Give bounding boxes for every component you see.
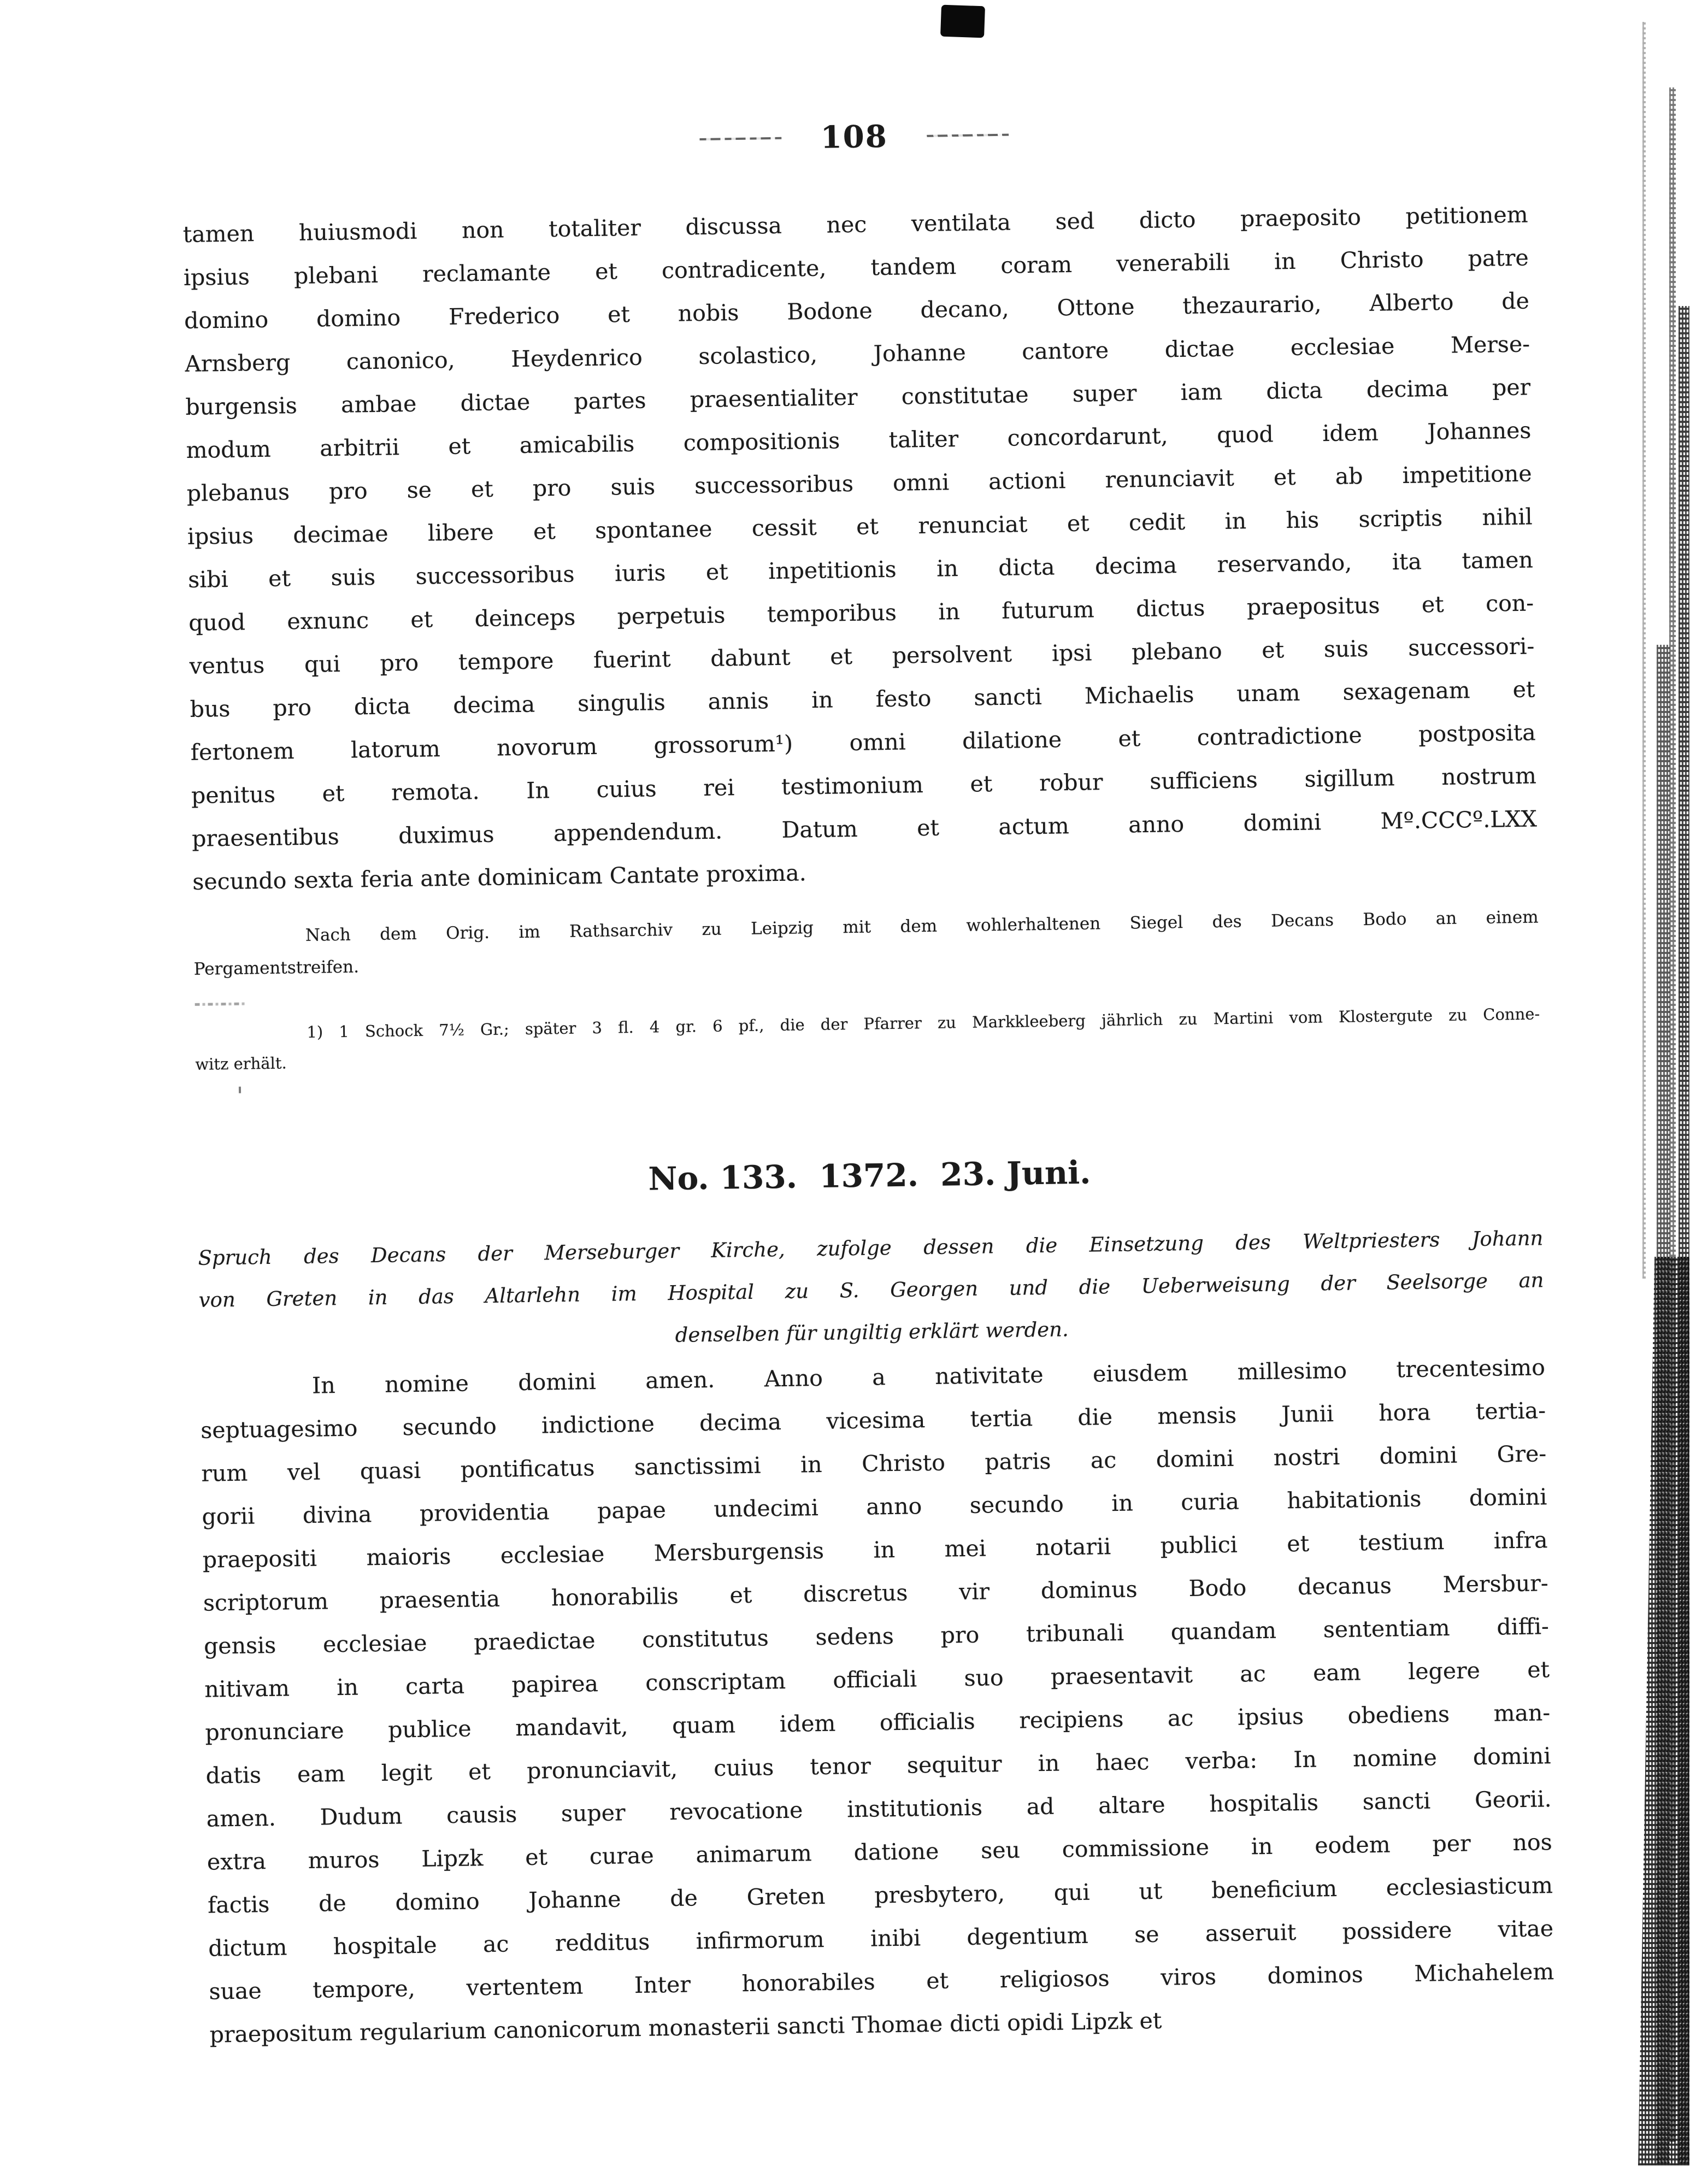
text-line: nitivam in carta papirea conscriptam officiali suo praesentavit ac eam legere et <box>204 1656 1550 1703</box>
text-line: plebanus pro se et pro suis successoribus omni actioni renunciavit et ab impetitione <box>186 460 1532 507</box>
text-line: quod exnunc et deinceps perpetuis temporibus in futurum dictus praepositus et con- <box>188 590 1534 636</box>
text-line: gorii divina providentia papae undecimi anno secundo in curia habitationis domini <box>202 1484 1547 1530</box>
text-line: gensis ecclesiae praedictae constitutus sedens pro tribunali quandam sententiam diffi- <box>203 1613 1550 1659</box>
page-number: 108 <box>820 118 888 156</box>
text-line: praesentibus duximus appendendum. Datum et actum anno domini Mº.CCCº.LXX <box>191 805 1538 852</box>
charter-132-continuation-paragraph <box>182 193 1538 904</box>
text-line: 1) 1 Schock 7½ Gr.; später 3 fl. 4 gr. 6 pf., die der Pfarrer zu Markkleeberg jährlich zu Martini vom Klostergute zu Conne- <box>307 1004 1540 1041</box>
header-rule-right-icon <box>927 134 1009 137</box>
text-line: rum vel quasi pontificatus sanctissimi in Christo patris ac domini nostri domini Gre- <box>201 1440 1547 1487</box>
text-line: septuagesimo secundo indictione decima vicesima tertia die mensis Junii hora tertia- <box>200 1397 1546 1444</box>
text-line: pronunciare publice mandavit, quam idem officialis recipiens ac ipsius obediens man- <box>205 1699 1551 1746</box>
text-line: bus pro dicta decima singulis annis in festo sancti Michaelis unam sexagenam et <box>190 676 1535 722</box>
text-line: von Greten in das Altarlehn im Hospital zu S. Georgen und die Ueberweisung der Seelsorge an <box>198 1268 1544 1312</box>
text-line: tamen huiusmodi non totaliter discussa nec ventilata sed dicto praeposito petitionem <box>182 201 1528 248</box>
separator-dash-icon <box>195 1003 245 1006</box>
text-line: Spruch des Decans der Merseburger Kirche, zufolge dessen die Einsetzung des Weltpriesters Johann <box>198 1226 1544 1270</box>
text-line: ventus qui pro tempore fuerint dabunt et persolvent ipsi plebano et suis successori- <box>189 633 1535 679</box>
ink-blot-icon <box>940 5 985 38</box>
text-line: Arnsberg canonico, Heydenrico scolastico, Johanne cantore dictae ecclesiae Merse- <box>184 331 1530 378</box>
charter-133-heading: No. 133. 1372. 23. Juni. <box>648 1153 1091 1198</box>
text-line: suae tempore, vertentem Inter honorabiles et religiosos viros dominos Michahelem <box>209 1958 1554 2005</box>
text-line: denselben für ungiltig erklärt werden. <box>675 1317 1069 1347</box>
text-line: fertonem latorum novorum grossorum¹) omni dilatione et contradictione postposita <box>190 719 1536 766</box>
charter-133-body-paragraph <box>199 1346 1554 2056</box>
footnote-1 <box>195 998 1540 1080</box>
provenance-note <box>193 901 1539 986</box>
text-line: extra muros Lipzk et curae animarum datione seu commissione in eodem per nos <box>207 1829 1553 1875</box>
text-line: scriptorum praesentia honorabilis et discretus vir dominus Bodo decanus Mersbur- <box>203 1570 1549 1616</box>
text-line: modum arbitrii et amicabilis compositionis taliter concordarunt, quod idem Johannes <box>186 417 1532 464</box>
text-line: secundo sexta feria ante dominicam Cantate proxima. <box>192 860 807 895</box>
page-header <box>181 109 1527 166</box>
text-line: datis eam legit et pronunciavit, cuius tenor sequitur in haec verba: In nomine domini <box>205 1743 1551 1789</box>
text-line: penitus et remota. In cuius rei testimonium et robur sufficiens sigillum nostrum <box>191 762 1537 809</box>
header-rule-left-icon <box>699 137 781 140</box>
text-line: domino domino Frederico et nobis Bodone decano, Ottone thezaurario, Alberto de <box>184 287 1530 334</box>
text-line: praepositi maioris ecclesiae Mersburgensis in mei notarii publici et testium infra <box>202 1527 1548 1573</box>
text-line: Nach dem Orig. im Rathsarchiv zu Leipzig mit dem wohlerhaltenen Siegel des Decans Bodo an einem <box>305 907 1539 945</box>
charter-133-summary <box>198 1217 1545 1363</box>
text-line: ipsius plebani reclamante et contradicente, tandem coram venerabili in Christo patre <box>183 244 1529 291</box>
text-line: factis de domino Johanne de Greten presbytero, qui ut beneficium ecclesiasticum <box>207 1872 1553 1918</box>
text-line: burgensis ambae dictae partes praesentialiter constitutae super iam dicta decima per <box>185 374 1531 421</box>
scan-speck-icon <box>239 1087 241 1093</box>
text-line: In nomine domini amen. Anno a nativitate eiusdem millesimo trecentesimo <box>311 1354 1546 1399</box>
text-line: Pergamentstreifen. <box>193 957 360 979</box>
text-line: ipsius decimae libere et spontanee cessit et renunciat et cedit in his scriptis nihil <box>187 503 1533 550</box>
text-line: amen. Dudum causis super revocatione institutionis ad altare hospitalis sancti Georii. <box>206 1786 1552 1832</box>
text-line: dictum hospitale ac redditus infirmorum inibi degentium se asseruit possidere vitae <box>208 1915 1554 1962</box>
text-line: witz erhält. <box>195 1053 287 1074</box>
text-line: sibi et suis successoribus iuris et inpetitionis in dicta decima reservando, ita tamen <box>187 546 1534 593</box>
text-line: praepositum regularium canonicorum monasterii sancti Thomae dicti opidi Lipzk et <box>209 2007 1162 2048</box>
